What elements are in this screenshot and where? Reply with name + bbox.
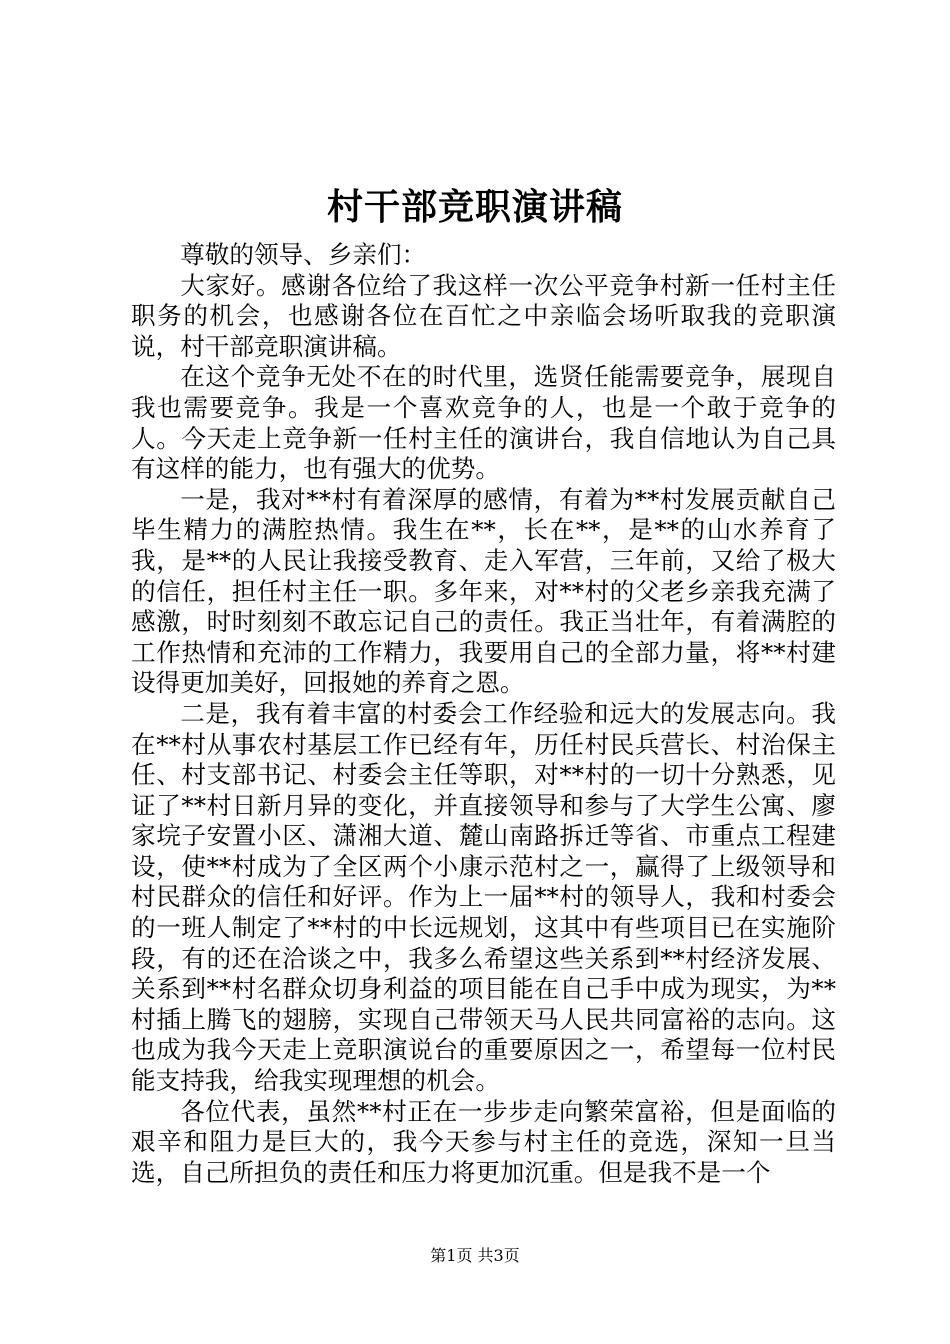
document-body <box>131 240 836 1188</box>
document-title: 村干部竞职演讲稿 <box>326 186 623 228</box>
page-footer: 第1页 共3页 <box>430 1246 520 1265</box>
point-one-paragraph: 一是，我对**村有着深厚的感情，有着为**村发展贡献自己毕生精力的满腔热情。我生在**，长在**，是**的山水养育了我，是**的人民让我接受教育、走入军营，三年前，又给了极大的信任，担任村主任一职。多年来，对**村的父老乡亲我充满了感激，时时刻刻不敢忘记自己的责任。我正当壮年，有着满腔的工作热情和充沛的工作精力，我要用自己的全部力量，将**村建设得更加美好，回报她的养育之恩。 <box>131 484 836 698</box>
competition-paragraph: 在这个竞争无处不在的时代里，选贤任能需要竞争，展现自我也需要竞争。我是一个喜欢竞争的人，也是一个敢于竞争的人。今天走上竞争新一任村主任的演讲台，我自信地认为自己具有这样的能力，也有强大的优势。 <box>131 362 836 484</box>
closing-paragraph: 各位代表，虽然**村正在一步步走向繁荣富裕，但是面临的艰辛和阻力是巨大的，我今天参与村主任的竞选，深知一旦当选，自己所担负的责任和压力将更加沉重。但是我不是一个 <box>131 1096 836 1187</box>
point-two-paragraph: 二是，我有着丰富的村委会工作经验和远大的发展志向。我在**村从事农村基层工作已经有年，历任村民兵营长、村治保主任、村支部书记、村委会主任等职，对**村的一切十分熟悉，见证了**村日新月异的变化，并直接领导和参与了大学生公寓、廖家垸子安置小区、潇湘大道、麓山南路拆迁等省、市重点工程建设，使**村成为了全区两个小康示范村之一，赢得了上级领导和村民群众的信任和好评。作为上一届**村的领导人，我和村委会的一班人制定了**村的中长远规划，这其中有些项目已在实施阶段，有的还在洽谈之中，我多么希望这些关系到**村经济发展、关系到**村名群众切身利益的项目能在自己手中成为现实，为**村插上腾飞的翅膀，实现自己带领天马人民共同富裕的志向。这也成为我今天走上竞职演说台的重要原因之一，希望每一位村民能支持我，给我实现理想的机会。 <box>131 698 836 1096</box>
greeting-paragraph: 大家好。感谢各位给了我这样一次公平竞争村新一任村主任职务的机会，也感谢各位在百忙之中亲临会场听取我的竞职演说，村干部竞职演讲稿。 <box>131 270 836 361</box>
salutation-paragraph: 尊敬的领导、乡亲们： <box>180 240 427 269</box>
